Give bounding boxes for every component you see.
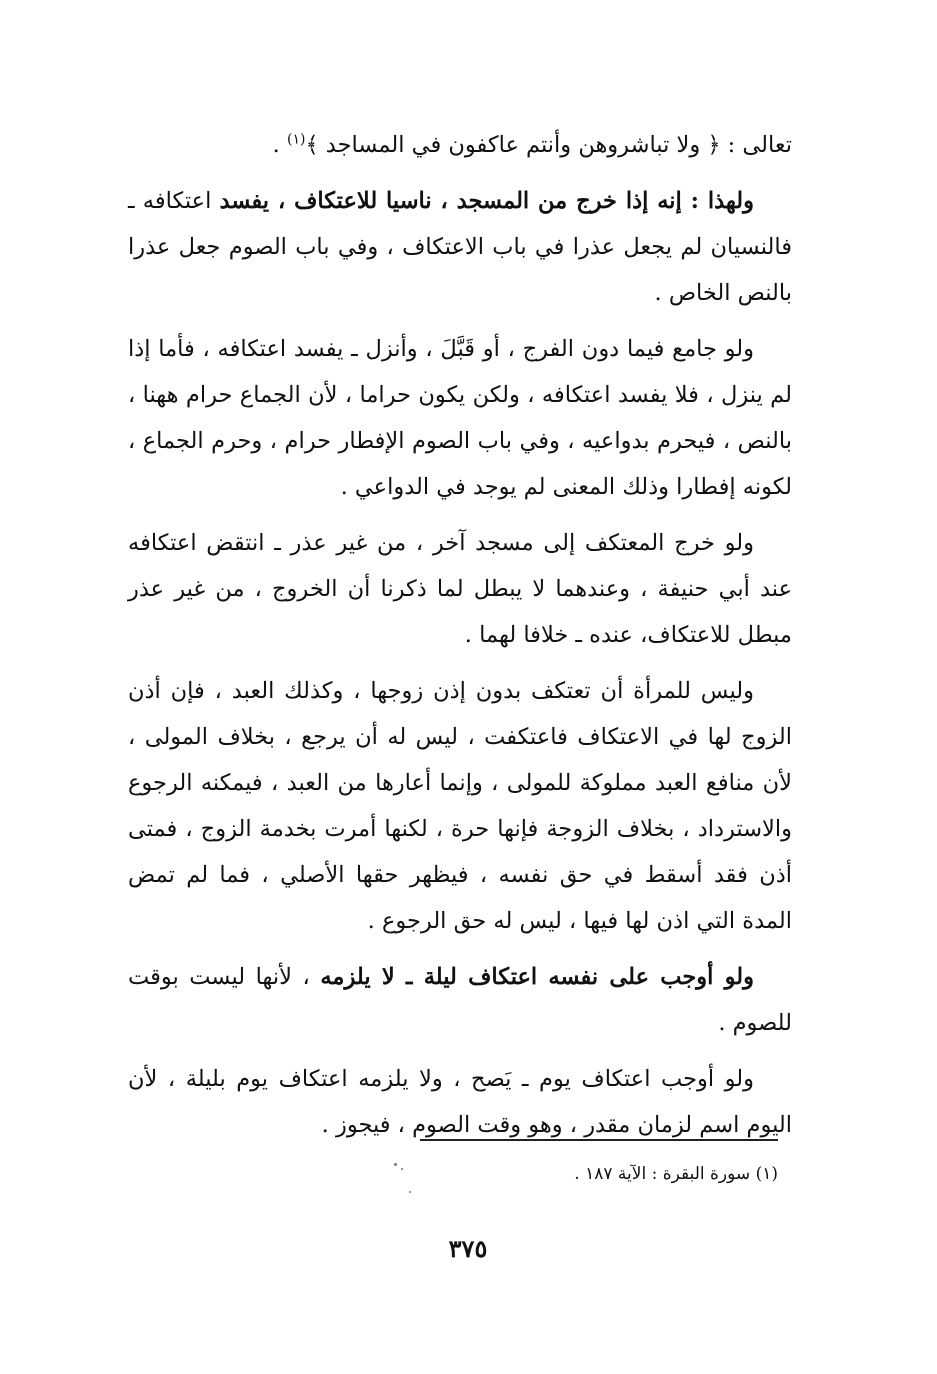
scan-speck xyxy=(394,1163,397,1166)
body-text xyxy=(128,122,792,1158)
paragraph-7 xyxy=(128,1056,792,1148)
para-6-text: ، لأنها ليست بوقت للصوم . xyxy=(128,964,792,1036)
paragraph-5 xyxy=(128,668,792,944)
para-2-bold-lead: ولهذا : إنه إذا خرج من المسجد ، ناسيا للاعتكاف ، يفسد xyxy=(219,188,754,214)
paragraph-1 xyxy=(128,122,792,168)
footnote-divider xyxy=(420,1139,778,1141)
para-5-text: وليس للمرأة أن تعتكف بدون إذن زوجها ، وكذلك العبد ، فإن أذن الزوج لها في الاعتكاف فاعتكفت ، ليس له أن يرجع ، بخلاف المولى ، لأن منافع العبد مملوكة للمولى ، وإنما أعارها من العبد ، فيمكنه الرجوع والاسترداد ، بخلاف الزوجة فإنها حرة ، لكنها أمرت بخدمة الزوج ، فمتى أذن فقد أسقط في حق نفسه ، فيظهر حقها الأصلي ، فما لم تمض المدة التي اذن لها فيها ، ليس له حق الرجوع . xyxy=(128,678,792,934)
para-4-text: ولو خرج المعتكف إلى مسجد آخر ، من غير عذر ـ انتقض اعتكافه عند أبي حنيفة ، وعندهما لا يبطل لما ذكرنا أن الخروج ، من غير عذر مبطل للاعتكاف، عنده ـ خلافا لهما . xyxy=(128,530,792,648)
footnote-marker: (١) xyxy=(286,131,306,148)
scan-speck xyxy=(401,1168,403,1170)
footnote: (١) سورة البقرة : الآية ١٨٧ . xyxy=(574,1164,778,1184)
paragraph-4 xyxy=(128,520,792,658)
scan-speck xyxy=(409,1191,411,1193)
paragraph-2 xyxy=(128,178,792,316)
para-1-text-a: تعالى : ﴿ ولا تباشروهن وأنتم عاكفون في المساجد ﴾ xyxy=(305,132,792,158)
paragraph-6 xyxy=(128,954,792,1046)
para-3-text: ولو جامع فيما دون الفرج ، أو قَبَّلَ ، وأنزل ـ يفسد اعتكافه ، فأما إذا لم ينزل ، فلا يفسد اعتكافه ، ولكن يكون حراما ، لأن الجماع حرام ههنا ، بالنص ، فيحرم بدواعيه ، وفي باب الصوم الإفطار حرام ، وحرم الجماع ، لكونه إفطارا وذلك المعنى لم يوجد في الدواعي . xyxy=(128,336,792,500)
paragraph-3 xyxy=(128,326,792,510)
para-6-bold-lead: ولو أوجب على نفسه اعتكاف ليلة ـ لا يلزمه xyxy=(320,964,754,990)
page-number: ٣٧٥ xyxy=(448,1234,488,1263)
para-7-text: ولو أوجب اعتكاف يوم ـ يَصح ، ولا يلزمه اعتكاف يوم بليلة ، لأن اليوم اسم لزمان مقدر ، وهو وقت الصوم ، فيجوز . xyxy=(128,1066,792,1138)
para-2-text: اعتكافه ـ فالنسيان لم يجعل عذرا في باب الاعتكاف ، وفي باب الصوم جعل عذرا بالنص الخاص . xyxy=(128,188,792,306)
para-1-text-b: . xyxy=(272,132,287,158)
